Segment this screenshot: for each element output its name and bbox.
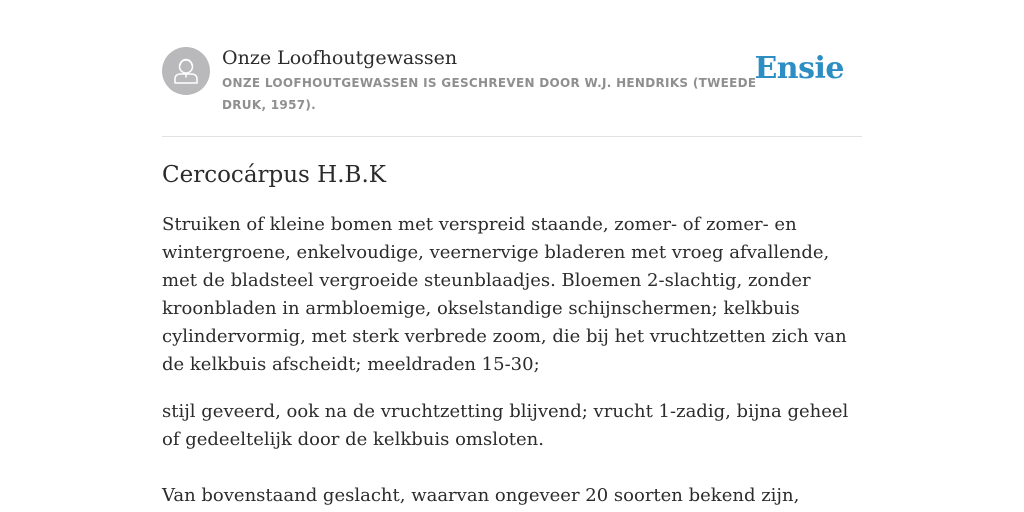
author-description: ONZE LOOFHOUTGEWASSEN IS GESCHREVEN DOOR W.J. HENDRIKS (TWEEDE DRUK, 1957). <box>222 76 757 112</box>
article-title: Cercocárpus H.B.K <box>162 162 386 188</box>
ensie-logo[interactable]: Ensie <box>754 51 844 86</box>
article-paragraph: Van bovenstaand geslacht, waarvan ongeveer 20 soorten bekend zijn, <box>162 485 800 506</box>
article-paragraph: Struiken of kleine bomen met verspreid staande, zomer- of zomer- en wintergroene, enkelvoudige, veernervige bladeren met vroeg afvallende, met de bladsteel vergroeide steunblaadjes. Bloemen 2-slachtig, zonder kroonbladen in armbloemige, okselstandige schijnschermen; kelkbuis cylindervormig, met sterk verbrede zoom, die bij het vruchtzetten zich van de kelkbuis afscheidt; meeldraden 15-30; <box>162 214 847 375</box>
article-body <box>162 158 862 512</box>
author-avatar[interactable] <box>162 47 210 95</box>
article-paragraph: stijl geveerd, ook na de vruchtzetting blijvend; vrucht 1-zadig, bijna geheel of gedeeltelijk door de kelkbuis omsloten. <box>162 401 849 450</box>
user-placeholder-icon <box>162 47 210 95</box>
article-header <box>162 46 862 137</box>
author-name[interactable]: Onze Loofhoutgewassen <box>222 47 458 69</box>
